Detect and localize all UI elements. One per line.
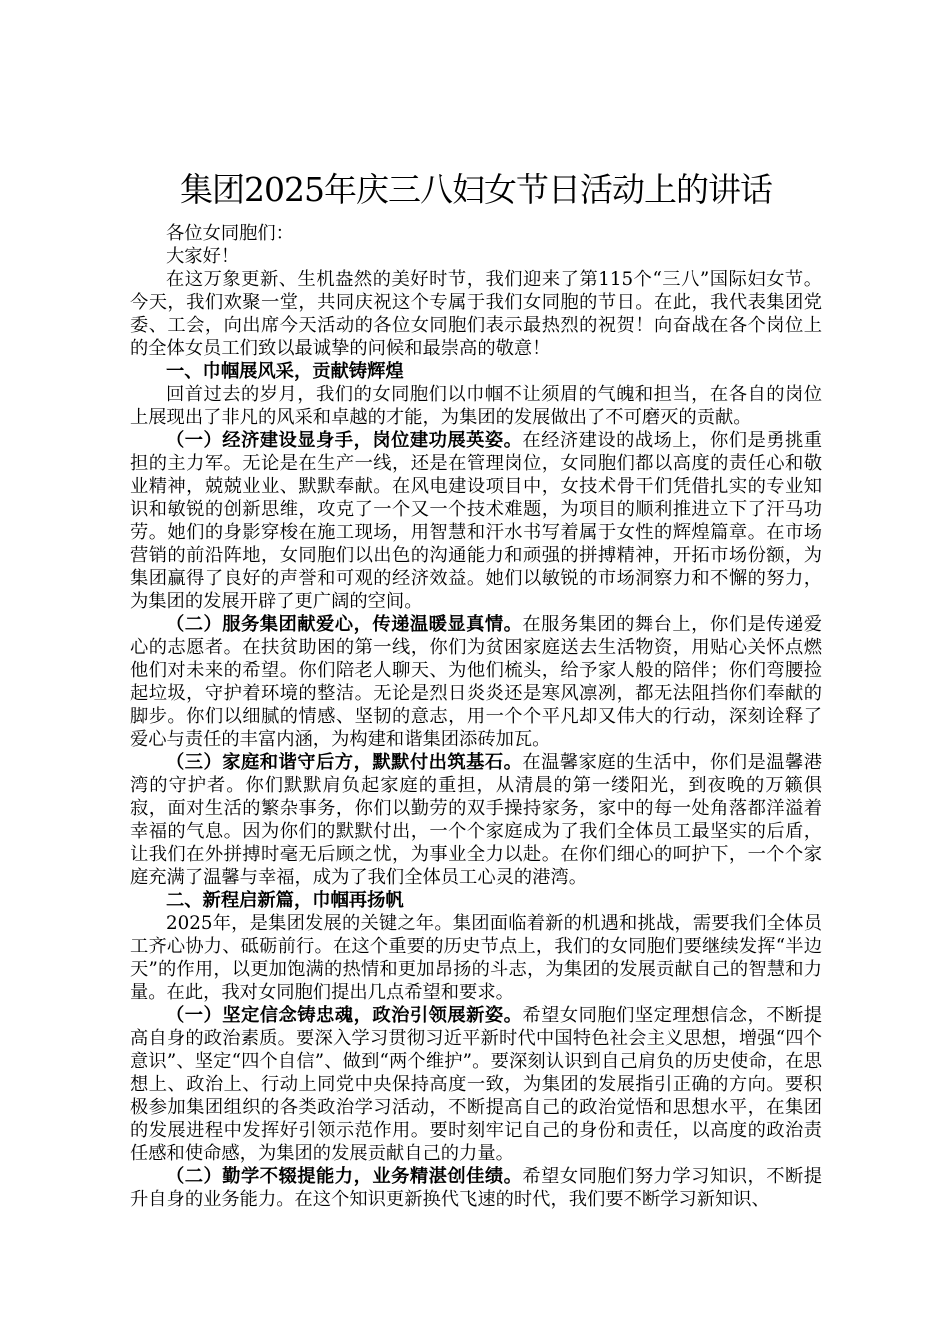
item-lead: （二）勤学不辍提能力，业务精湛创佳绩。 (166, 1166, 523, 1187)
greeting: 大家好！ (166, 246, 240, 267)
section-1-intro: 回首过去的岁月，我们的女同胞们以巾帼不让须眉的气魄和担当，在各自的岗位上展现出了非凡的风采和卓越的才能，为集团的发展做出了不可磨灭的贡献。 (130, 384, 822, 428)
section-1-item-1 (130, 429, 822, 613)
item-lead: （二）服务集团献爱心，传递温暖显真情。 (166, 614, 523, 635)
item-text: 在温馨家庭的生活中，你们是温馨港湾的守护者。你们默默肩负起家庭的重担，从清晨的第一缕阳光，到夜晚的万籁俱寂，面对生活的繁杂事务，你们以勤劳的双手操持家务，家中的每一处角落都洋溢着幸福的气息。因为你们的默默付出，一个个家庭成为了我们全体员工最坚实的后盾，让我们在外拼搏时毫无后顾之忧，为事业全力以赴。在你们细心的呵护下，一个个家庭充满了温馨与幸福，成为了我们全体员工心灵的港湾。 (130, 752, 823, 888)
section-2-item-1 (130, 1004, 822, 1165)
salutation: 各位女同胞们： (166, 223, 294, 244)
section-1-heading: 一、巾帼展风采，贡献铸辉煌 (166, 361, 404, 382)
document-page (130, 168, 822, 1211)
section-2-intro: 2025年，是集团发展的关键之年。集团面临着新的机遇和挑战，需要我们全体员工齐心协力、砥砺前行。在这个重要的历史节点上，我们的女同胞们要继续发挥“半边天”的作用，以更加饱满的热情和更加昂扬的斗志，为集团的发展贡献自己的智慧和力量。在此，我对女同胞们提出几点希望和要求。 (130, 913, 822, 1003)
section-2-item-2 (130, 1165, 822, 1211)
intro-paragraph: 在这万象更新、生机盎然的美好时节，我们迎来了第115个“三八”国际妇女节。今天，我们欢聚一堂，共同庆祝这个专属于我们女同胞的节日。在此，我代表集团党委、工会，向出席今天活动的各位女同胞们表示最热烈的祝贺！向奋战在各个岗位上的全体女员工们致以最诚挚的问候和最崇高的敬意！ (130, 269, 822, 359)
item-lead: （三）家庭和谐守后方，默默付出筑基石。 (166, 752, 523, 773)
item-text: 希望女同胞们坚定理想信念，不断提高自身的政治素质。要深入学习贯彻习近平新时代中国特色社会主义思想，增强“四个意识”、坚定“四个自信”、做到“两个维护”。要深刻认识到自己肩负的历史使命，在思想上、政治上、行动上同党中央保持高度一致，为集团的发展指引正确的方向。要积极参加集团组织的各类政治学习活动，不断提高自己的政治觉悟和思想水平，在集团的发展进程中发挥好引领示范作用。要时刻牢记自己的身份和责任，以高度的政治责任感和使命感，为集团的发展贡献自己的力量。 (130, 1005, 823, 1164)
item-lead: （一）坚定信念铸忠魂，政治引领展新姿。 (166, 1005, 523, 1026)
document-title: 集团2025年庆三八妇女节日活动上的讲话 (180, 170, 772, 209)
item-text: 在服务集团的舞台上，你们是传递爱心的志愿者。在扶贫助困的第一线，你们为贫困家庭送去生活物资，用贴心关怀点燃他们对未来的希望。你们陪老人聊天、为他们梳头，给予家人般的陪伴；你们弯腰捡起垃圾，守护着环境的整洁。无论是烈日炎炎还是寒风凛冽，都无法阻挡你们奉献的脚步。你们以细腻的情感、坚韧的意志，用一个个平凡却又伟大的行动，深刻诠释了爱心与责任的丰富内涵，为构建和谐集团添砖加瓦。 (130, 614, 823, 750)
section-2-heading: 二、新程启新篇，巾帼再扬帆 (166, 890, 404, 911)
item-lead: （一）经济建设显身手，岗位建功展英姿。 (166, 430, 523, 451)
item-text: 在经济建设的战场上，你们是勇挑重担的主力军。无论是在生产一线，还是在管理岗位，女同胞们都以高度的责任心和敬业精神，兢兢业业、默默奉献。在风电建设项目中，女技术骨干们凭借扎实的专业知识和敏锐的创新思维，攻克了一个又一个技术难题，为项目的顺利推进立下了汗马功劳。她们的身影穿梭在施工现场，用智慧和汗水书写着属于女性的辉煌篇章。在市场营销的前沿阵地，女同胞们以出色的沟通能力和顽强的拼搏精神，开拓市场份额，为集团赢得了良好的声誉和可观的经济效益。她们以敏锐的市场洞察力和不懈的努力，为集团的发展开辟了更广阔的空间。 (130, 430, 823, 612)
section-1-item-3 (130, 751, 822, 889)
item-text: 希望女同胞们努力学习知识，不断提升自身的业务能力。在这个知识更新换代飞速的时代，我们要不断学习新知识、 (130, 1166, 823, 1210)
section-1-item-2 (130, 613, 822, 751)
